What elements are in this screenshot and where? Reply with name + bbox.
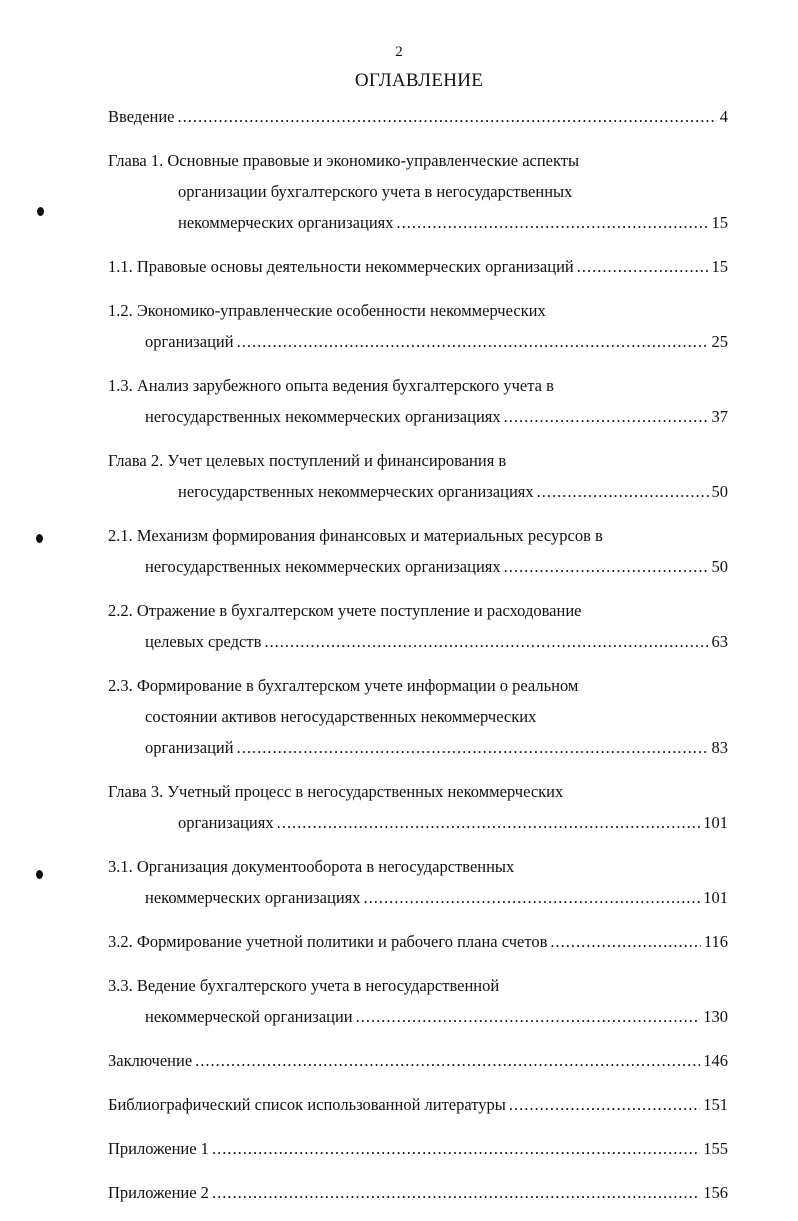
- leader-dots: [504, 401, 709, 432]
- toc-entry-title: Глава 1. Основные правовые и экономико-управленческие аспекты: [108, 151, 580, 170]
- toc-entry-title-cont: негосударственных некоммерческих организациях: [145, 407, 501, 426]
- toc-entry-page: 101: [703, 813, 728, 832]
- toc-entry-page: 146: [703, 1051, 728, 1070]
- toc-entry-title-cont: организаций: [145, 738, 234, 757]
- toc-entry-section-2-1[interactable]: [108, 520, 728, 582]
- leader-dots: [195, 1045, 700, 1076]
- toc-entry-title-cont: организациях: [178, 813, 274, 832]
- toc-entry-section-2-2[interactable]: [108, 595, 728, 657]
- toc-entry-appendix-1[interactable]: [108, 1133, 728, 1164]
- toc-entry-title: 2.1. Механизм формирования финансовых и материальных ресурсов в: [108, 526, 603, 545]
- toc-entry-section-1-3[interactable]: [108, 370, 728, 432]
- margin-bullet-mark: [36, 534, 43, 543]
- toc-entry-title: Приложение 2: [108, 1183, 209, 1202]
- toc-entry-page: 63: [711, 632, 728, 651]
- toc-entry-page: 37: [711, 407, 728, 426]
- toc-entry-page: 83: [711, 738, 728, 757]
- toc-entry-page: 50: [711, 557, 728, 576]
- toc-entry-title-cont: состоянии активов негосударственных некоммерческих: [145, 707, 537, 726]
- margin-bullet-mark: [37, 207, 44, 216]
- toc-entry-bibliography[interactable]: [108, 1089, 728, 1120]
- toc-entry-title: 2.2. Отражение в бухгалтерском учете поступление и расходование: [108, 601, 582, 620]
- leader-dots: [504, 551, 709, 582]
- toc-entry-page: 50: [711, 482, 728, 501]
- toc-entry-title-cont: некоммерческих организациях: [178, 213, 394, 232]
- toc-entry-section-1-2[interactable]: [108, 295, 728, 357]
- leader-dots: [237, 326, 709, 357]
- toc-entry-title-cont: организаций: [145, 332, 234, 351]
- table-of-contents: [108, 101, 728, 1221]
- leader-dots: [509, 1089, 700, 1120]
- leader-dots: [212, 1177, 700, 1208]
- page-number: 2: [395, 44, 403, 60]
- toc-entry-title-cont: некоммерческой организации: [145, 1007, 353, 1026]
- toc-entry-section-2-3[interactable]: [108, 670, 728, 763]
- leader-dots: [396, 207, 708, 238]
- toc-entry-section-3-2[interactable]: [108, 926, 728, 957]
- leader-dots: [577, 251, 709, 282]
- toc-entry-introduction[interactable]: [108, 101, 728, 132]
- toc-entry-title: Введение: [108, 107, 175, 126]
- toc-entry-conclusion[interactable]: [108, 1045, 728, 1076]
- toc-entry-chapter-3[interactable]: [108, 776, 728, 838]
- leader-dots: [277, 807, 701, 838]
- toc-entry-page: 15: [711, 257, 728, 276]
- toc-entry-title-cont: негосударственных некоммерческих организациях: [145, 557, 501, 576]
- toc-entry-page: 130: [703, 1007, 728, 1026]
- leader-dots: [178, 101, 717, 132]
- toc-entry-page: 4: [719, 107, 728, 126]
- toc-entry-page: 156: [703, 1183, 728, 1202]
- toc-entry-title-cont: некоммерческих организациях: [145, 888, 361, 907]
- toc-entry-title: 3.1. Организация документооборота в негосударственных: [108, 857, 515, 876]
- toc-entry-section-3-1[interactable]: [108, 851, 728, 913]
- toc-entry-page: 155: [703, 1139, 728, 1158]
- toc-entry-page: 151: [703, 1095, 728, 1114]
- toc-entry-page: 15: [711, 213, 728, 232]
- toc-entry-title: Заключение: [108, 1051, 193, 1070]
- toc-entry-title: Глава 2. Учет целевых поступлений и финансирования в: [108, 451, 507, 470]
- toc-entry-page: 101: [703, 888, 728, 907]
- leader-dots: [537, 476, 709, 507]
- toc-entry-title: 1.2. Экономико-управленческие особенности некоммерческих: [108, 301, 546, 320]
- toc-entry-title: Библиографический список использованной литературы: [108, 1095, 506, 1114]
- leader-dots: [212, 1133, 700, 1164]
- toc-entry-title: 3.3. Ведение бухгалтерского учета в негосударственной: [108, 976, 500, 995]
- toc-entry-page: 25: [711, 332, 728, 351]
- margin-bullet-mark: [36, 870, 43, 879]
- toc-entry-appendix-2[interactable]: [108, 1177, 728, 1208]
- toc-entry-section-1-1[interactable]: [108, 251, 728, 282]
- toc-entry-chapter-2[interactable]: [108, 445, 728, 507]
- toc-entry-title: 3.2. Формирование учетной политики и рабочего плана счетов: [108, 932, 548, 951]
- leader-dots: [363, 882, 700, 913]
- toc-entry-title: Глава 3. Учетный процесс в негосударственных некоммерческих: [108, 782, 564, 801]
- leader-dots: [264, 626, 708, 657]
- page-title: ОГЛАВЛЕНИЕ: [354, 70, 484, 91]
- toc-entry-title: 1.1. Правовые основы деятельности некоммерческих организаций: [108, 257, 574, 276]
- leader-dots: [550, 926, 700, 957]
- leader-dots: [237, 732, 709, 763]
- toc-entry-page: 116: [703, 932, 728, 951]
- toc-entry-title: 2.3. Формирование в бухгалтерском учете информации о реальном: [108, 676, 579, 695]
- toc-entry-title: 1.3. Анализ зарубежного опыта ведения бухгалтерского учета в: [108, 376, 554, 395]
- toc-entry-title-cont: негосударственных некоммерческих организациях: [178, 482, 534, 501]
- toc-entry-title-cont: организации бухгалтерского учета в негосударственных: [178, 182, 573, 201]
- toc-entry-title-cont: целевых средств: [145, 632, 262, 651]
- toc-entry-section-3-3[interactable]: [108, 970, 728, 1032]
- leader-dots: [356, 1001, 701, 1032]
- toc-entry-chapter-1[interactable]: [108, 145, 728, 238]
- toc-entry-title: Приложение 1: [108, 1139, 209, 1158]
